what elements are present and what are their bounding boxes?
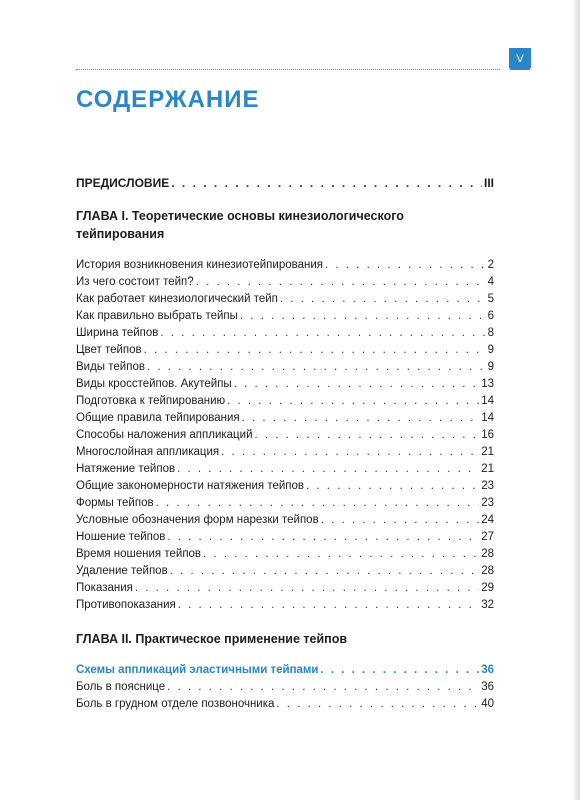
toc-entry-page: 32	[481, 599, 494, 611]
toc-entry-label: Из чего состоит тейп?	[76, 276, 194, 288]
toc-entry[interactable]	[76, 446, 494, 463]
toc-entry-label: Схемы аппликаций эластичными тейпами	[76, 664, 319, 676]
toc-entry-label: Цвет тейпов	[76, 344, 142, 356]
dot-leader	[306, 480, 479, 492]
toc-entry[interactable]	[76, 463, 494, 480]
dot-leader	[280, 293, 486, 305]
dot-leader	[147, 361, 486, 373]
toc-entry[interactable]	[76, 344, 494, 361]
toc-entry-label: История возникновения кинезиотейпирования	[76, 259, 324, 271]
toc-entry[interactable]	[76, 514, 494, 531]
toc-entry[interactable]	[76, 480, 494, 497]
toc-entry-label: Удаление тейпов	[76, 565, 168, 577]
toc-entry-page: 16	[481, 429, 494, 441]
toc-entry[interactable]	[76, 548, 494, 565]
toc-entry-label: Многослойная аппликация	[76, 446, 220, 458]
toc-entry[interactable]	[76, 412, 494, 429]
toc-entry-label: Ношение тейпов	[76, 531, 166, 543]
toc-section-applications[interactable]	[76, 664, 494, 681]
toc-entry-page: III	[483, 176, 494, 190]
toc-entry-page: 6	[487, 310, 494, 322]
toc-entry-page: 23	[481, 480, 494, 492]
dot-leader	[177, 463, 479, 475]
toc-entry-label: Натяжение тейпов	[76, 463, 176, 475]
toc-entry[interactable]	[76, 429, 494, 446]
toc-entry[interactable]	[76, 582, 494, 599]
toc-entry-page: 21	[481, 463, 494, 475]
toc-entry-label: Способы наложения аппликаций	[76, 429, 253, 441]
toc-entry-label: Общие правила тейпирования	[76, 412, 240, 424]
dot-leader	[178, 599, 479, 611]
toc-entry[interactable]	[76, 395, 494, 412]
toc-entry-page: 27	[481, 531, 494, 543]
toc-entry-label: Виды кросстейпов. Акутейпы	[76, 378, 232, 390]
toc-entry-label: Общие закономерности натяжения тейпов	[76, 480, 305, 492]
table-of-contents	[76, 176, 494, 715]
toc-entry[interactable]	[76, 565, 494, 582]
dot-leader	[255, 429, 480, 441]
toc-entry-preface[interactable]	[76, 176, 494, 193]
toc-entry-page: 9	[487, 344, 494, 356]
toc-entry[interactable]	[76, 378, 494, 395]
chapter-1-heading[interactable]: ГЛАВА I. Теоретические основы кинезиологического тейпирования	[76, 209, 404, 241]
chapter-2-heading[interactable]: ГЛАВА II. Практическое применение тейпов	[76, 632, 348, 646]
dot-leader	[144, 344, 486, 356]
dot-leader	[203, 548, 479, 560]
page-title: СОДЕРЖАНИЕ	[76, 86, 260, 113]
dot-leader	[156, 497, 480, 509]
toc-entry-page: 36	[481, 664, 494, 676]
page-edge-shadow	[572, 0, 580, 800]
toc-entry-label: Боль в пояснице	[76, 681, 166, 693]
toc-entry-label: Показания	[76, 582, 133, 594]
dot-leader	[276, 698, 479, 710]
dot-leader	[167, 531, 479, 543]
toc-entry[interactable]	[76, 681, 494, 698]
toc-entry-page: 29	[481, 582, 494, 594]
toc-entry-page: 9	[487, 361, 494, 373]
toc-entry-page: 5	[487, 293, 494, 305]
toc-entry-label: Время ношения тейпов	[76, 548, 202, 560]
toc-entry[interactable]	[76, 361, 494, 378]
toc-entry[interactable]	[76, 310, 494, 327]
toc-entry-page: 21	[481, 446, 494, 458]
toc-entry[interactable]	[76, 497, 494, 514]
dot-leader	[321, 514, 480, 526]
dot-leader	[167, 681, 479, 693]
page-number-badge: V	[509, 48, 531, 70]
toc-entry-page: 24	[481, 514, 494, 526]
toc-entry[interactable]	[76, 698, 494, 715]
toc-entry-label: Как правильно выбрать тейпы	[76, 310, 238, 322]
toc-entry-page: 2	[487, 259, 494, 271]
toc-entry[interactable]	[76, 327, 494, 344]
dot-leader	[221, 446, 479, 458]
toc-entry-page: 23	[481, 497, 494, 509]
dot-leader	[227, 395, 479, 407]
chapter-1-entries	[76, 259, 494, 616]
toc-entry-page: 36	[481, 681, 494, 693]
dot-leader	[160, 327, 485, 339]
dot-leader	[234, 378, 480, 390]
toc-entry-label: Подготовка к тейпированию	[76, 395, 226, 407]
toc-entry-page: 14	[481, 412, 494, 424]
dot-leader	[325, 259, 486, 271]
toc-entry-page: 8	[487, 327, 494, 339]
dot-leader	[171, 176, 482, 190]
toc-entry-page: 4	[487, 276, 494, 288]
toc-entry-page: 28	[481, 548, 494, 560]
toc-entry[interactable]	[76, 259, 494, 276]
dot-leader	[196, 276, 486, 288]
dot-leader	[321, 664, 480, 676]
toc-entry[interactable]	[76, 531, 494, 548]
dot-leader	[242, 412, 480, 424]
toc-entry-page: 28	[481, 565, 494, 577]
toc-entry[interactable]	[76, 276, 494, 293]
header-dotted-rule	[76, 69, 500, 70]
toc-entry-page: 40	[481, 698, 494, 710]
toc-entry-label: Условные обозначения форм нарезки тейпов	[76, 514, 319, 526]
toc-entry-page: 14	[481, 395, 494, 407]
dot-leader	[240, 310, 486, 322]
toc-entry-label: Формы тейпов	[76, 497, 154, 509]
dot-leader	[170, 565, 480, 577]
toc-entry[interactable]	[76, 599, 494, 616]
toc-entry[interactable]	[76, 293, 494, 310]
dot-leader	[135, 582, 479, 594]
toc-entry-page: 13	[481, 378, 494, 390]
chapter-2-entries	[76, 681, 494, 715]
toc-entry-label: Как работает кинезиологический тейп	[76, 293, 278, 305]
toc-entry-label: ПРЕДИСЛОВИЕ	[76, 176, 170, 190]
toc-entry-label: Боль в грудном отделе позвоночника	[76, 698, 275, 710]
toc-entry-label: Виды тейпов	[76, 361, 145, 373]
toc-entry-label: Ширина тейпов	[76, 327, 159, 339]
toc-entry-label: Противопоказания	[76, 599, 176, 611]
